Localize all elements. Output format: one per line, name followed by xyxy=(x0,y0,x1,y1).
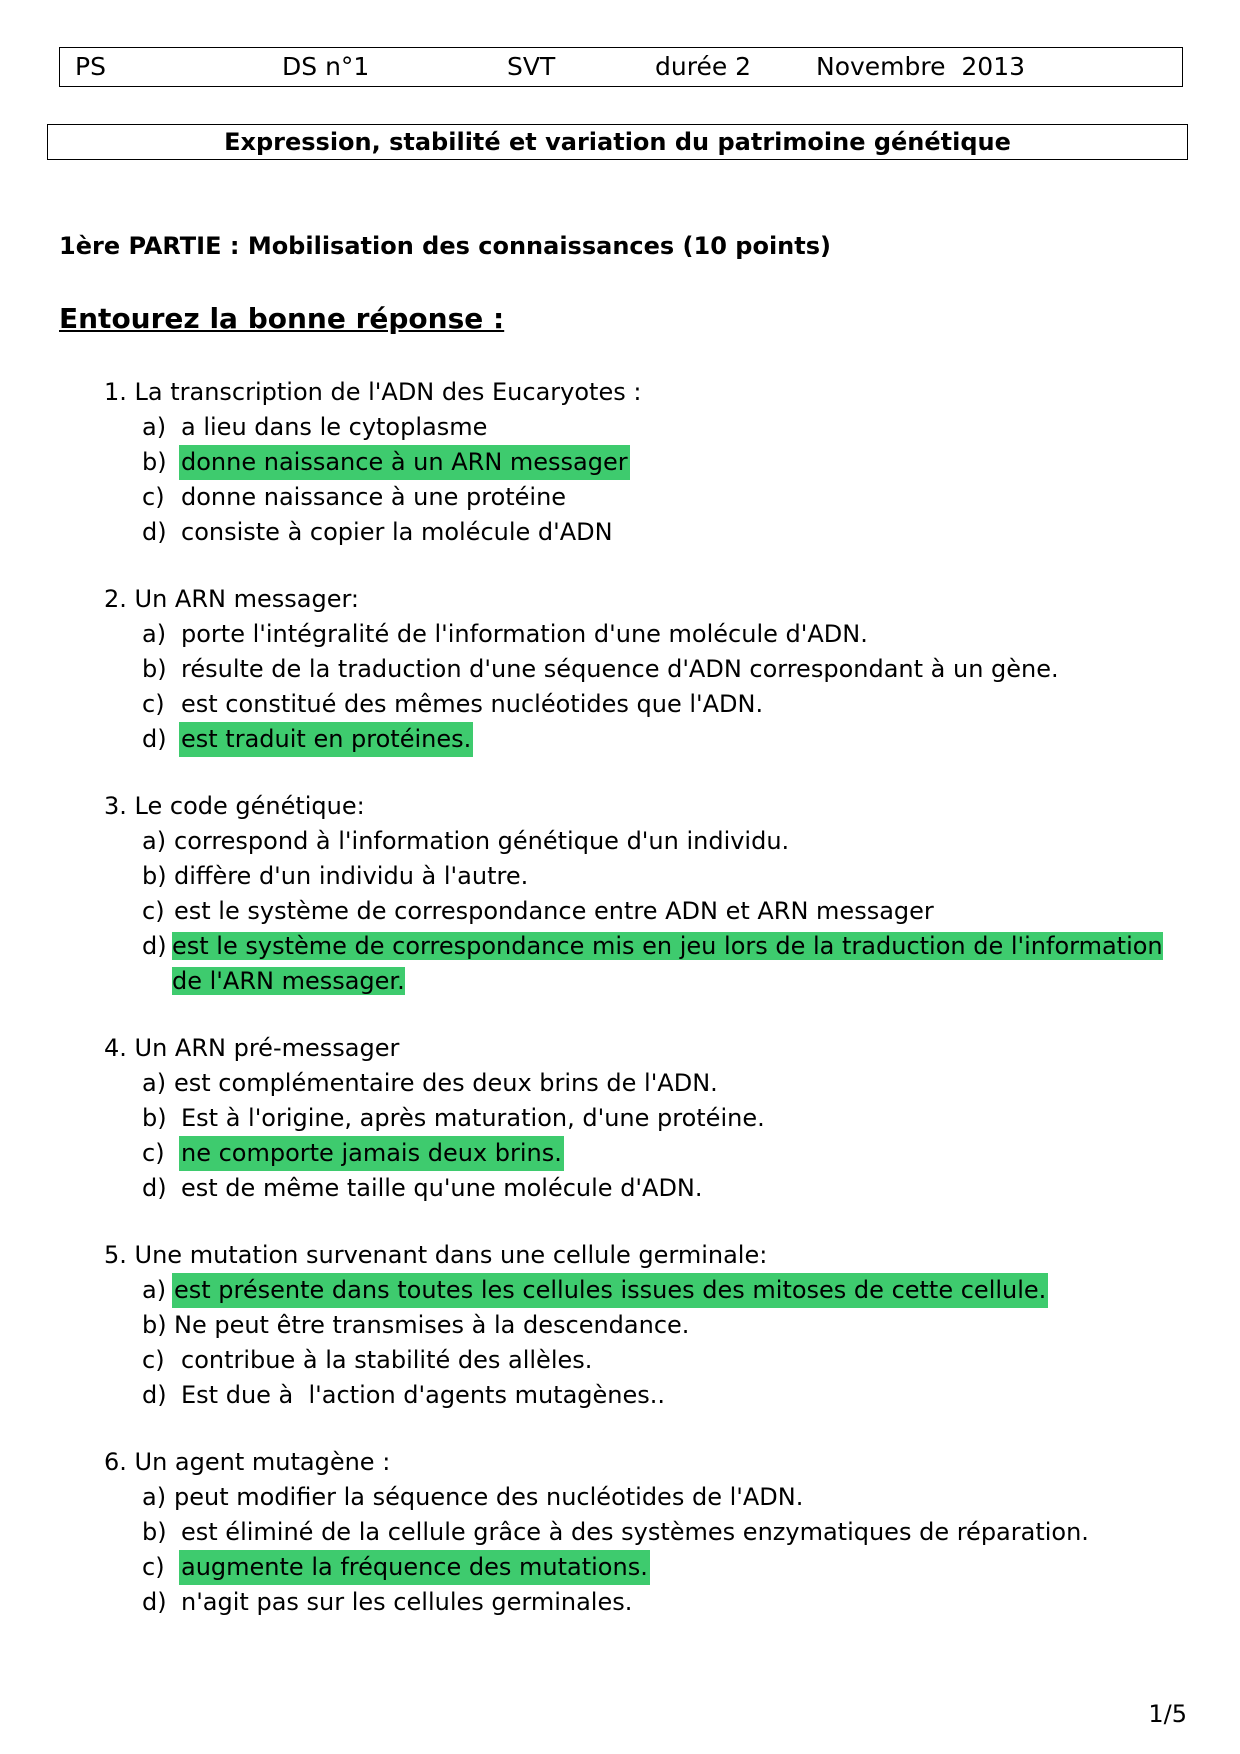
option-text: est constitué des mêmes nucléotides que l'ADN. xyxy=(181,690,764,718)
option-letter: d) xyxy=(142,518,167,546)
header-box xyxy=(59,47,1183,87)
option-text: Ne peut être transmises à la descendance. xyxy=(174,1311,690,1339)
option-3c[interactable] xyxy=(0,894,1240,929)
option-4a[interactable] xyxy=(0,1066,1240,1101)
option-text: porte l'intégralité de l'information d'une molécule d'ADN. xyxy=(181,620,868,648)
option-letter: d) xyxy=(142,1381,167,1409)
option-6b[interactable] xyxy=(0,1515,1240,1550)
option-text: est de même taille qu'une molécule d'ADN. xyxy=(181,1174,703,1202)
option-3a[interactable] xyxy=(0,824,1240,859)
option-letter: a) xyxy=(142,1069,167,1097)
header-test: DS n°1 xyxy=(282,52,370,81)
option-1a[interactable] xyxy=(0,410,1240,445)
option-5b[interactable] xyxy=(0,1308,1240,1343)
option-6d[interactable] xyxy=(0,1585,1240,1620)
option-6c[interactable] xyxy=(0,1550,1240,1585)
option-3d[interactable] xyxy=(0,929,1240,999)
option-text-correct: donne naissance à un ARN messager xyxy=(179,445,630,480)
option-letter: b) xyxy=(142,448,167,476)
option-text: peut modifier la séquence des nucléotides de l'ADN. xyxy=(174,1483,804,1511)
option-text: contribue à la stabilité des allèles. xyxy=(181,1346,593,1374)
option-text: correspond à l'information génétique d'un individu. xyxy=(174,827,790,855)
page-number: 1/5 xyxy=(1148,1700,1187,1728)
option-1b[interactable] xyxy=(0,445,1240,480)
question-1 xyxy=(0,375,1240,550)
option-letter: a) xyxy=(142,1483,167,1511)
header-subject: SVT xyxy=(507,52,556,81)
question-3 xyxy=(0,789,1240,999)
option-text: est complémentaire des deux brins de l'ADN. xyxy=(174,1069,718,1097)
option-text: Est due à l'action d'agents mutagènes.. xyxy=(181,1381,666,1409)
option-letter: a) xyxy=(142,1276,167,1304)
option-text-correct: augmente la fréquence des mutations. xyxy=(179,1550,650,1585)
question-stem: 3. Le code génétique: xyxy=(104,792,365,820)
option-2b[interactable] xyxy=(0,652,1240,687)
question-2 xyxy=(0,582,1240,757)
option-text: a lieu dans le cytoplasme xyxy=(181,413,488,441)
question-5 xyxy=(0,1238,1240,1413)
option-letter: b) xyxy=(142,862,167,890)
option-text: donne naissance à une protéine xyxy=(181,483,567,511)
option-letter: b) xyxy=(142,1311,167,1339)
option-text: Est à l'origine, après maturation, d'une protéine. xyxy=(181,1104,765,1132)
option-5d[interactable] xyxy=(0,1378,1240,1413)
option-5c[interactable] xyxy=(0,1343,1240,1378)
option-2a[interactable] xyxy=(0,617,1240,652)
option-text: est le système de correspondance entre ADN et ARN messager xyxy=(174,897,934,925)
option-letter: d) xyxy=(142,725,167,753)
option-letter: d) xyxy=(142,932,167,960)
question-stem: 4. Un ARN pré-messager xyxy=(104,1034,400,1062)
option-text-correct: ne comporte jamais deux brins. xyxy=(179,1136,564,1171)
option-letter: c) xyxy=(142,897,165,925)
option-5a[interactable] xyxy=(0,1273,1240,1308)
option-letter: c) xyxy=(142,483,165,511)
option-2c[interactable] xyxy=(0,687,1240,722)
question-stem: 2. Un ARN messager: xyxy=(104,585,359,613)
option-1d[interactable] xyxy=(0,515,1240,550)
option-letter: c) xyxy=(142,690,165,718)
header-class: PS xyxy=(75,52,106,81)
option-letter: a) xyxy=(142,827,167,855)
option-text: n'agit pas sur les cellules germinales. xyxy=(181,1588,633,1616)
option-letter: c) xyxy=(142,1139,165,1167)
question-6 xyxy=(0,1445,1240,1620)
option-4d[interactable] xyxy=(0,1171,1240,1206)
option-letter: c) xyxy=(142,1346,165,1374)
question-4 xyxy=(0,1031,1240,1206)
option-letter: d) xyxy=(142,1588,167,1616)
document-title: Expression, stabilité et variation du patrimoine génétique xyxy=(47,124,1188,160)
option-3b[interactable] xyxy=(0,859,1240,894)
option-letter: a) xyxy=(142,620,167,648)
part-title: 1ère PARTIE : Mobilisation des connaissances (10 points) xyxy=(59,232,831,260)
option-4b[interactable] xyxy=(0,1101,1240,1136)
option-1c[interactable] xyxy=(0,480,1240,515)
option-6a[interactable] xyxy=(0,1480,1240,1515)
question-stem: 6. Un agent mutagène : xyxy=(104,1448,391,1476)
question-stem: 1. La transcription de l'ADN des Eucaryotes : xyxy=(104,378,642,406)
option-letter: d) xyxy=(142,1174,167,1202)
question-list xyxy=(0,375,1240,1652)
option-letter: b) xyxy=(142,655,167,683)
option-text-correct: est présente dans toutes les cellules issues des mitoses de cette cellule. xyxy=(172,1273,1048,1308)
option-text: est éliminé de la cellule grâce à des systèmes enzymatiques de réparation. xyxy=(181,1518,1089,1546)
option-4c[interactable] xyxy=(0,1136,1240,1171)
option-2d[interactable] xyxy=(0,722,1240,757)
option-text: diffère d'un individu à l'autre. xyxy=(174,862,529,890)
question-stem: 5. Une mutation survenant dans une cellule germinale: xyxy=(104,1241,768,1269)
option-letter: b) xyxy=(142,1518,167,1546)
option-text: résulte de la traduction d'une séquence d'ADN correspondant à un gène. xyxy=(181,655,1059,683)
option-letter: c) xyxy=(142,1553,165,1581)
header-date: Novembre 2013 xyxy=(816,52,1026,81)
option-letter: a) xyxy=(142,413,167,441)
header-duration: durée 2 xyxy=(655,52,752,81)
option-letter: b) xyxy=(142,1104,167,1132)
instruction: Entourez la bonne réponse : xyxy=(59,302,505,335)
option-text-correct: est traduit en protéines. xyxy=(179,722,473,757)
option-text: consiste à copier la molécule d'ADN xyxy=(181,518,613,546)
option-text-correct: est le système de correspondance mis en jeu lors de la traduction de l'information de l'ARN messager. xyxy=(172,932,1163,995)
